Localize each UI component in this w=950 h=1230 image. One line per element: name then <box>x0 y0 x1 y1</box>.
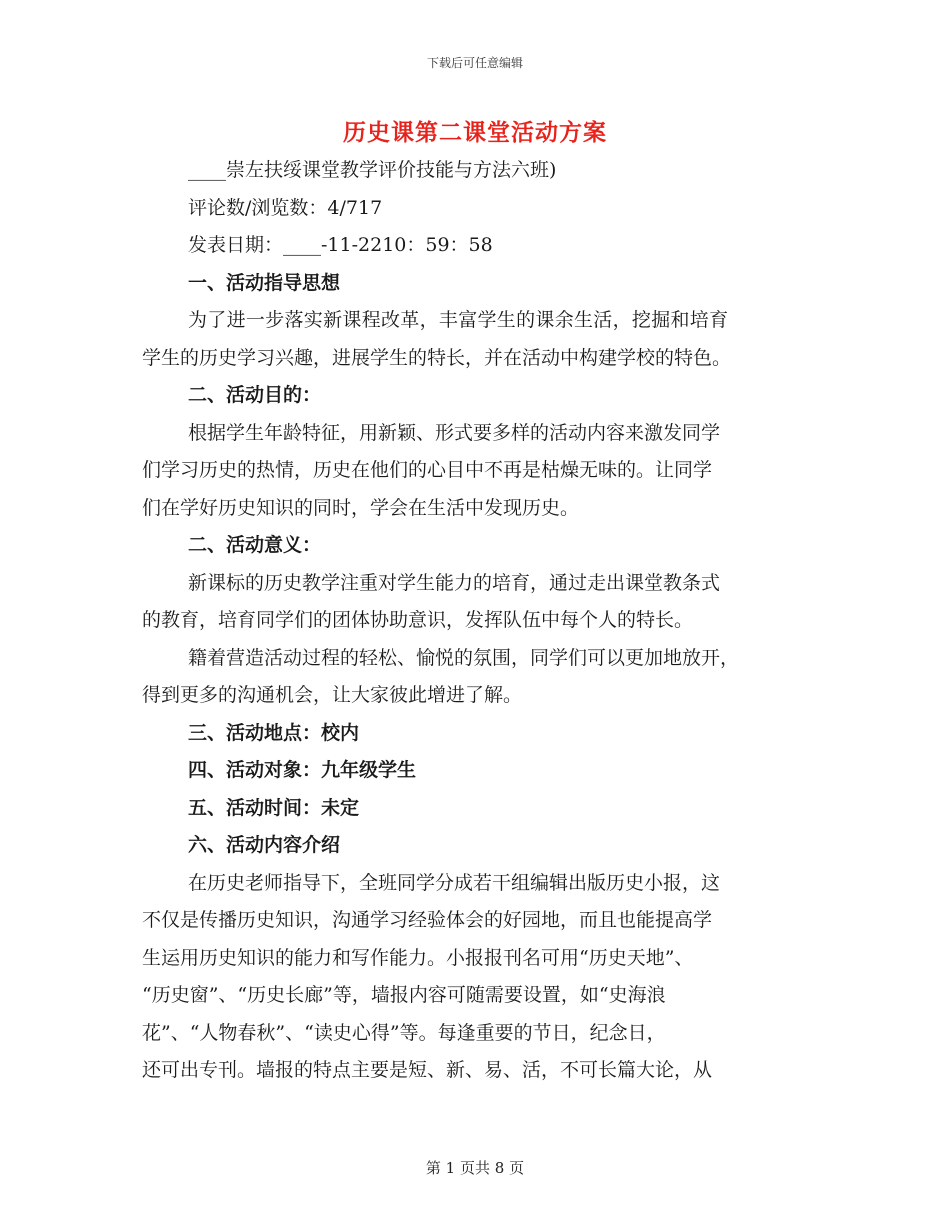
document-body <box>142 152 810 1090</box>
paragraph-line: 得到更多的沟通机会，让大家彼此增进了解。 <box>142 684 523 706</box>
author-line: ____崇左扶绥课堂教学评价技能与方法六班) <box>188 159 557 181</box>
paragraph-line: “历史窗”、“历史长廊”等，墙报内容可随需要设置，如“史海浪 <box>142 984 666 1006</box>
section-heading-4: 三、活动地点：校内 <box>188 721 360 744</box>
paragraph-line: 根据学生年龄特征，用新颖、形式要多样的活动内容来激发同学 <box>188 421 721 444</box>
section-heading-5: 四、活动对象：九年级学生 <box>188 759 417 781</box>
document-title: 历史课第二课堂活动方案 <box>343 119 607 146</box>
page-footer: 第 1 页共 8 页 <box>425 1159 525 1177</box>
paragraph-line: 不仅是传播历史知识，沟通学习经验体会的好园地，而且也能提高学 <box>142 909 713 931</box>
section-heading-6: 五、活动时间：未定 <box>188 796 360 819</box>
page-header: 下载后可任意编辑 <box>426 56 523 70</box>
paragraph-line: 生运用历史知识的能力和写作能力。小报报刊名可用“历史天地”、 <box>142 946 694 969</box>
paragraph-line: 的教育，培育同学们的团体协助意识，发挥队伍中每个人的特长。 <box>142 609 694 631</box>
section-heading-3: 二、活动意义： <box>188 534 322 556</box>
paragraph-line: 籍着营造活动过程的轻松、愉悦的氛围，同学们可以更加地放开， <box>188 646 740 669</box>
paragraph-line: 们学习历史的热情，历史在他们的心目中不再是枯燥无味的。让同学 <box>142 459 713 481</box>
paragraph-line: 们在学好历史知识的同时，学会在生活中发现历史。 <box>142 496 580 519</box>
section-heading-1: 一、活动指导思想 <box>188 271 341 294</box>
paragraph-line: 为了进一步落实新课程改革，丰富学生的课余生活，挖掘和培育 <box>188 309 729 331</box>
section-heading-2: 二、活动目的： <box>188 384 322 406</box>
comment-view-count: 评论数/浏览数：4/717 <box>188 196 383 219</box>
paragraph-line: 在历史老师指导下，全班同学分成若干组编辑出版历史小报，这 <box>188 871 721 894</box>
paragraph-line: 新课标的历史教学注重对学生能力的培育，通过走出课堂教条式 <box>188 571 721 594</box>
paragraph-line: 学生的历史学习兴趣，进展学生的特长，并在活动中构建学校的特色。 <box>142 346 732 369</box>
paragraph-line: 还可出专刊。墙报的特点主要是短、新、易、活，不可长篇大论，从 <box>142 1059 713 1081</box>
publish-date: 发表日期：____-11-2210：59：58 <box>188 234 493 256</box>
section-heading-7: 六、活动内容介绍 <box>188 834 341 856</box>
paragraph-line: 花”、“人物春秋”、“读史心得”等。每逢重要的节日，纪念日， <box>142 1021 666 1044</box>
